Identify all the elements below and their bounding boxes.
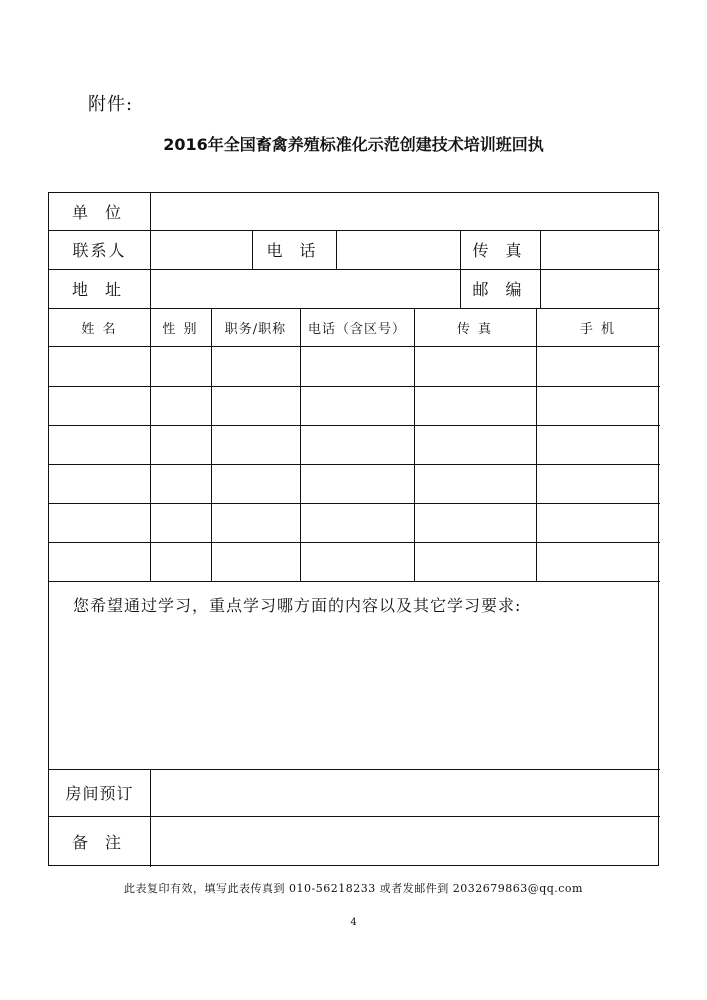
participant-row[interactable] bbox=[49, 387, 660, 425]
remarks-field[interactable] bbox=[151, 817, 660, 866]
requirements-prompt: 您希望通过学习，重点学习哪方面的内容以及其它学习要求: bbox=[73, 596, 522, 615]
participant-row[interactable] bbox=[49, 543, 660, 581]
participant-row[interactable] bbox=[49, 426, 660, 464]
contact-label: 联系人 bbox=[72, 241, 127, 260]
unit-label: 单 位 bbox=[71, 203, 128, 222]
document-title: 2016年全国畜禽养殖标准化示范创建技术培训班回执 bbox=[163, 135, 544, 154]
room-booking-field[interactable] bbox=[151, 770, 660, 816]
row-divider bbox=[49, 581, 660, 582]
address-label: 地 址 bbox=[71, 280, 128, 299]
column-header-name: 姓 名 bbox=[81, 321, 118, 337]
room-booking-label: 房间预订 bbox=[65, 784, 134, 803]
remarks-label: 备 注 bbox=[71, 833, 128, 852]
column-header-title: 职务/职称 bbox=[224, 321, 287, 337]
column-header-gender: 性 别 bbox=[162, 321, 199, 337]
page-number: 4 bbox=[350, 917, 357, 928]
postcode-label: 邮 编 bbox=[472, 280, 528, 299]
phone-field[interactable] bbox=[337, 231, 460, 269]
registration-form bbox=[48, 192, 659, 866]
fax-field[interactable] bbox=[541, 231, 660, 269]
participant-row[interactable] bbox=[49, 465, 660, 503]
participant-row[interactable] bbox=[49, 504, 660, 542]
column-header-phone: 电话（含区号） bbox=[307, 321, 406, 337]
fax-label: 传 真 bbox=[472, 241, 528, 260]
column-header-fax: 传 真 bbox=[456, 321, 494, 337]
unit-field[interactable] bbox=[151, 193, 660, 230]
requirements-field[interactable] bbox=[49, 618, 660, 768]
contact-field[interactable] bbox=[151, 231, 252, 269]
address-field[interactable] bbox=[151, 270, 460, 308]
column-header-mobile: 手 机 bbox=[579, 321, 617, 337]
phone-label: 电 话 bbox=[266, 241, 322, 260]
participant-row[interactable] bbox=[49, 347, 660, 386]
footer-note: 此表复印有效，填写此表传真到 010-56218233 或者发邮件到 2032679863@qq.com bbox=[124, 882, 583, 895]
attachment-label: 附件: bbox=[88, 94, 134, 115]
postcode-field[interactable] bbox=[541, 270, 660, 308]
